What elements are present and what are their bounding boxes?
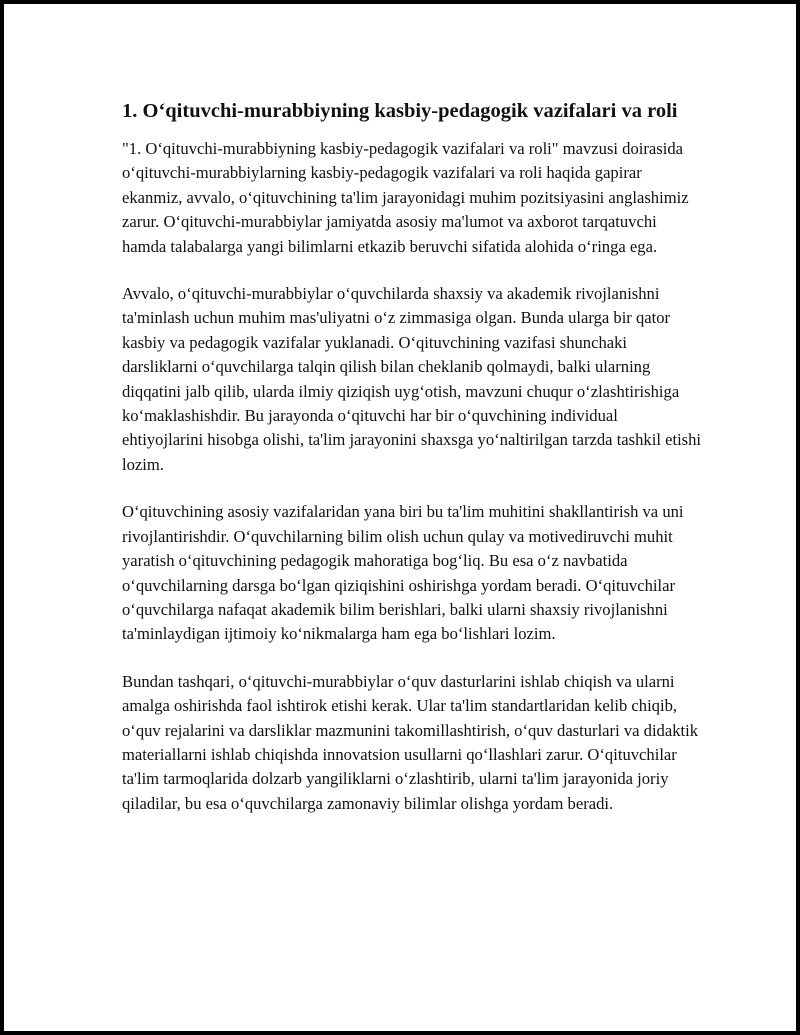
paragraph-3: O‘qituvchining asosiy vazifalaridan yana biri bu ta'lim muhitini shakllantirish va uni rivojlantirishdir. O‘quvchilarning bilim olish uchun qulay va motivediruvchi muhit yaratish o‘qituvchining pedagogik mahoratiga bog‘liq. Bu esa o‘z navbatida o‘quvchilarning darsga bo‘lgan qiziqishini oshirishga yordam beradi. O‘qituvchilar o‘quvchilarga nafaqat akademik bilim berishlari, balki ularni shaxsiy rivojlanishni ta'minlaydigan ijtimoiy ko‘nikmalarga ham ega bo‘lishlari lozim.	[122, 502, 684, 644]
document-title: 1. O‘qituvchi-murabbiyning kasbiy-pedagogik vazifalari va roli	[122, 100, 678, 122]
document-body	[122, 97, 702, 839]
paragraph-1: "1. O‘qituvchi-murabbiyning kasbiy-pedagogik vazifalari va roli" mavzusi doirasida o‘qituvchi-murabbiylarning kasbiy-pedagogik vazifalari va roli haqida gapirar ekanmiz, avvalo, o‘qituvchining ta'lim jarayonidagi muhim pozitsiyasini anglashimiz zarur. O‘qituvchi-murabbiylar jamiyatda asosiy ma'lumot va axborot tarqatuvchi hamda talabalarga yangi bilimlarni etkazib beruvchi sifatida alohida o‘ringa ega.	[122, 139, 689, 256]
paragraph-2: Avvalo, o‘qituvchi-murabbiylar o‘quvchilarda shaxsiy va akademik rivojlanishni ta'minlash uchun muhim mas'uliyatni o‘z zimmasiga olgan. Bunda ularga bir qator kasbiy va pedagogik vazifalar yuklanadi. O‘qituvchining vazifasi shunchaki darsliklarni o‘quvchilarga talqin qilish bilan cheklanib qolmaydi, balki ularning diqqatini jalb qilib, ularda ilmiy qiziqish uyg‘otish, mavzuni chuqur o‘zlashtirishiga ko‘maklashishdir. Bu jarayonda o‘qituvchi har bir o‘quvchining individual ehtiyojlarini hisobga olishi, ta'lim jarayonini shaxsga yo‘naltirilgan tarzda tashkil etishi lozim.	[122, 284, 702, 474]
paragraph-4: Bundan tashqari, o‘qituvchi-murabbiylar o‘quv dasturlarini ishlab chiqish va ularni amalga oshirishda faol ishtirok etishi kerak. Ular ta'lim standartlaridan kelib chiqib, o‘quv rejalarini va darsliklar mazmunini takomillashtirish, o‘quv dasturlari va didaktik materiallarni ishlab chiqishda innovatsion usullarni qo‘llashlari zarur. O‘qituvchilar ta'lim tarmoqlarida dolzarb yangiliklarni o‘zlashtirib, ularni ta'lim jarayonida joriy qiladilar, bu esa o‘quvchilarga zamonaviy bilimlar olishga yordam beradi.	[122, 671, 699, 813]
